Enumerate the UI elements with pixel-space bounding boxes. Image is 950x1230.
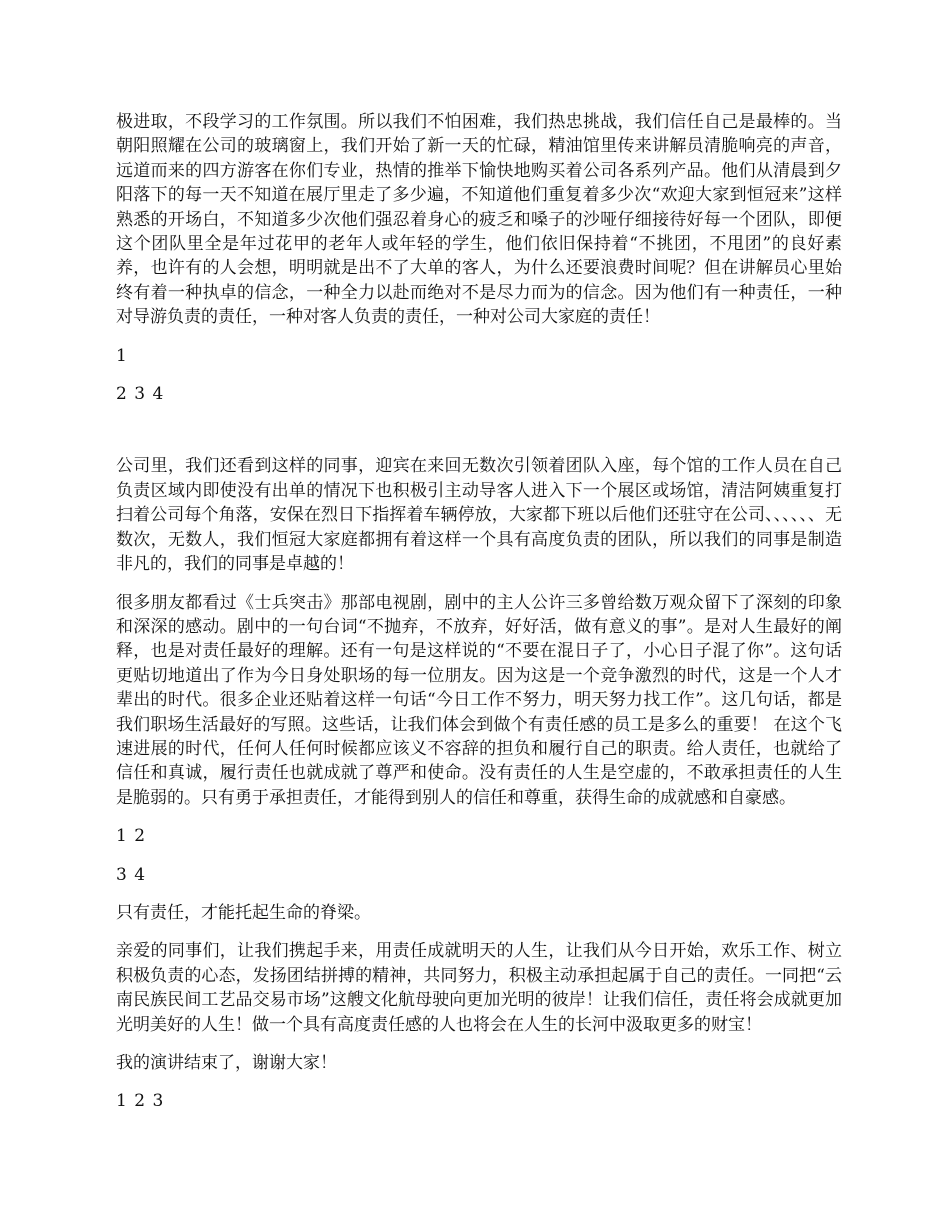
page-number-line: 2 3 4 (116, 384, 165, 405)
spacer (116, 420, 842, 454)
paragraph: 很多朋友都看过《士兵突击》那部电视剧，剧中的主人公许三多曾给数万观众留下了深刻的印象和深深的感动。剧中的一句台词“不抛弃，不放弃，好好活，做有意义的事”。是对人生最好的阐释，也是对责任最好的理解。还有一句是这样说的“不要在混日子了，小心日子混了你”。这句话更贴切地道出了作为今日身处职场的每一位朋友。因为这是一个竞争激烈的时代，这是一个人才辈出的时代。很多企业还贴着这样一句话“今日工作不努力，明天努力找工作”。这几句话，都是我们职场生活最好的写照。这些话，让我们体会到做个有责任感的员工是多么的重要！ 在这个飞速进展的时代，任何人任何时候都应该义不容辞的担负和履行自己的职责。给人责任，也就给了信任和真诚，履行责任也就成就了尊严和使命。没有责任的人生是空虚的，不敢承担责任的人生是脆弱的。只有勇于承担责任，才能得到别人的信任和尊重，获得生命的成就感和自豪感。 (116, 592, 842, 808)
paragraph: 只有责任，才能托起生命的脊梁。 (116, 902, 371, 923)
paragraph: 公司里，我们还看到这样的同事，迎宾在来回无数次引领着团队入座，每个馆的工作人员在自己负责区域内即使没有出单的情况下也积极引主动导客人进入下一个展区或场馆，清洁阿姨重复打扫着公司每个角落，安保在烈日下指挥着车辆停放，大家都下班以后他们还驻守在公司、、、、、、无数次，无数人，我们恒冠大家庭都拥有着这样一个具有高度负责的团队，所以我们的同事是制造非凡的，我们的同事是卓越的！ (116, 456, 842, 575)
paragraph: 极进取，不段学习的工作氛围。所以我们不怕困难，我们热忠挑战，我们信任自己是最棒的。当朝阳照耀在公司的玻璃窗上，我们开始了新一天的忙碌，精油馆里传来讲解员清脆响亮的声音，远道而来的四方游客在你们专业，热情的推举下愉快地购买着公司各系列产品。他们从清晨到夕阳落下的每一天不知道在展厅里走了多少遍，不知道他们重复着多少次“欢迎大家到恒冠来”这样熟悉的开场白，不知道多少次他们强忍着身心的疲乏和嗓子的沙哑仔细接待好每一个团队，即便这个团队里全是年过花甲的老年人或年轻的学生，他们依旧保持着“不挑团，不甩团”的良好素养，也许有的人会想，明明就是出不了大单的客人，为什么还要浪费时间呢？但在讲解员心里始终有着一种执卓的信念，一种全力以赴而绝对不是尽力而为的信念。因为他们有一种责任，一种对导游负责的责任，一种对客人负责的责任，一种对公司大家庭的责任！ (116, 112, 842, 328)
paragraph: 亲爱的同事们，让我们携起手来，用责任成就明天的人生，让我们从今日开始，欢乐工作、树立积极负责的心态，发扬团结拼搏的精神，共同努力，积极主动承担起属于自己的责任。一同把“云南民族民间工艺品交易市场”这艘文化航母驶向更加光明的彼岸！让我们信任，责任将会成就更加光明美好的人生！做一个具有高度责任感的人也将会在人生的长河中汲取更多的财宝！ (116, 941, 842, 1035)
page-number-line: 3 4 (116, 864, 147, 885)
paragraph: 我的演讲结束了，谢谢大家！ (116, 1053, 337, 1073)
page-number-line: 1 2 3 (116, 1091, 165, 1112)
page-number-line: 1 2 (116, 826, 147, 847)
page-number-line: 1 (116, 345, 128, 366)
document-body (116, 110, 842, 1128)
